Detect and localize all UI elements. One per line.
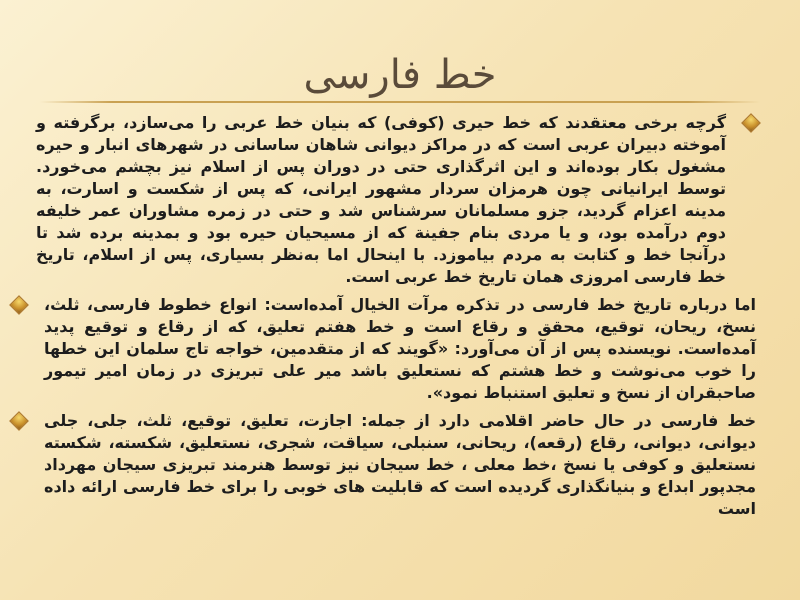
paragraph-text: خط فارسی در حال حاضر اقلامی دارد از جمله: اجازت، تعلیق، توقیع، ثلث، جلی، جلی دیوانی، دیوانی، رقاع (رقعه)، ریحانی، سنبلی، سیاقت، شجری، نستعلیق، شکسته، شکسته نستعلیق و کوفی یا نسخ ،خط معلی ، خط سیجان نیز توسط هنرمند تبریزی سیجان مهرداد مجدپور ابداع و بنیانگذاری گردیده است که قابلیت های خوبی را برای خط فارسی ارائه داده است: [44, 411, 756, 518]
slide-body: [36, 112, 764, 592]
slide-title: خط فارسی: [303, 52, 497, 98]
diamond-bullet-icon: [741, 113, 761, 133]
paragraph-text: گرچه برخی معتقدند که خط حیری (کوفی) که بنیان خط عربی را می‌سازد، برگرفته و آموخته دبیران عربی است که در مراکز دیوانی شاهان ساسانی در شهرهای انبار و حیره مشغول بکار بوده‌اند و این اثرگذاری حتی در دوران پس از اسلام نیز بچشم می‌خورد. توسط ایرانیانی چون هرمزان سردار مشهور ایرانی، که پس از شکست و اسارت، به مدینه اعزام گردید، جزو مسلمانان سرشناس شد و حتی در زمره مشاوران عمر خلیفه دوم درآمده بود، و یا مردی بنام جفینة که از مسیحیان حیره بود و بمدینه برده شد تا درآنجا خط و کتابت به مردم بیاموزد. با اینحال اما به‌نظر بسیاری، پس از اسلام، تاریخ خط فارسی امروزی همان تاریخ خط عربی است.: [36, 113, 726, 286]
paragraph-2: [36, 294, 764, 404]
diamond-bullet-icon: [9, 295, 29, 315]
diamond-bullet-icon: [9, 411, 29, 431]
paragraph-text: اما درباره تاریخ خط فارسی در تذکره مرآت الخیال آمده‌است: انواع خطوط فارسی، ثلث، نسخ، ریحان، توقیع، محقق و رقاع است و خط هفتم تعلیق، که از رقاع و توقیع پدید آمده‌است. نویسنده پس از آن می‌آورد: «گویند که از متقدمین، خواجه تاج سلمان این خطها را خوب می‌نوشت و خط هشتم که نستعلیق باشد میر علی تبریزی در زمان امیر تیمور صاحبقران از نسخ و تعلیق استنباط نمود».: [44, 295, 756, 402]
paragraph-1: [36, 112, 764, 288]
paragraph-3: [36, 410, 764, 520]
title-divider: [40, 101, 760, 103]
